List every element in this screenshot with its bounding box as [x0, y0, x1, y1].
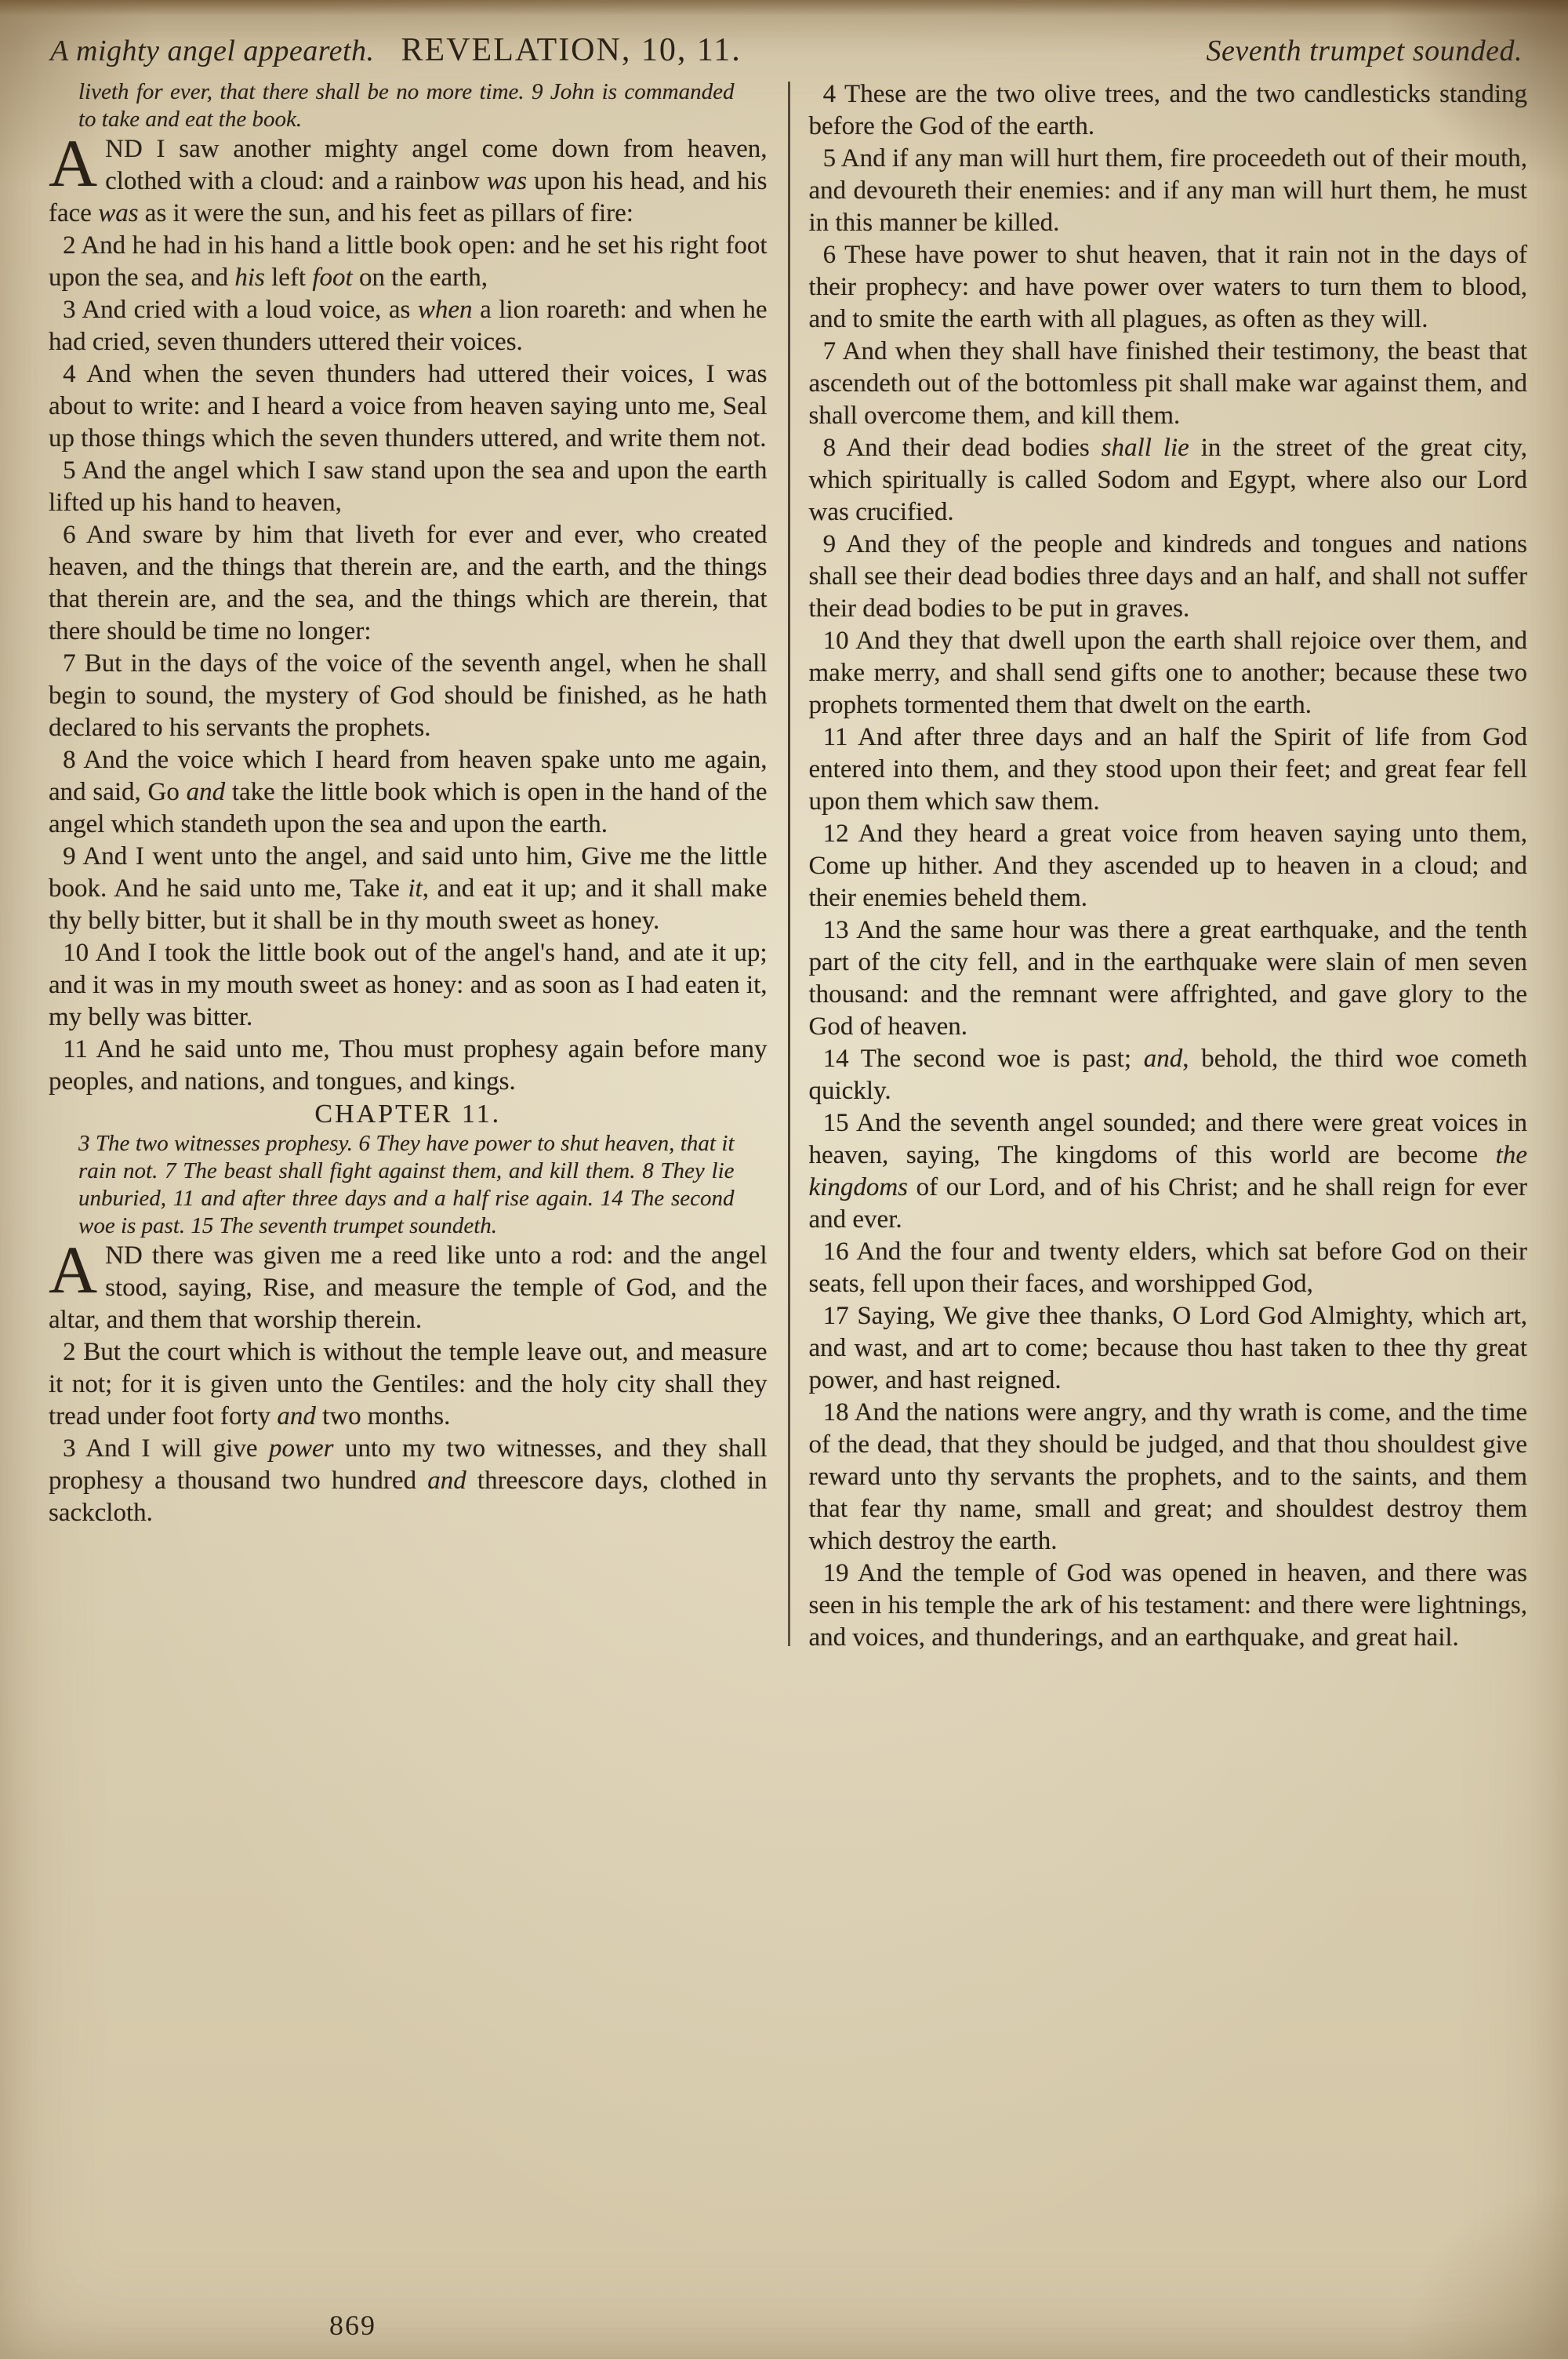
- verse-paragraph: 7 But in the days of the voice of the seventh angel, when he shall begin to sound, the mystery of God should be finished, as he hath declared to his servants the prophets.: [49, 649, 768, 742]
- verse-paragraph: 2 But the court which is without the temple leave out, and measure it not; for it is given unto the Gentiles: and the holy city shall they tread under foot forty and two months.: [49, 1338, 768, 1430]
- left-column: [49, 78, 768, 1654]
- drop-cap-initial: A: [49, 125, 98, 201]
- verse-paragraph: 10 And they that dwell upon the earth shall rejoice over them, and make merry, and shall send gifts one to another; because these two prophets tormented them that dwelt on the earth.: [808, 627, 1527, 719]
- verse-paragraph: 8 And their dead bodies shall lie in the street of the great city, which spiritually is called Sodom and Egypt, where also our Lord was crucified.: [808, 434, 1528, 526]
- chapter-summary: 3 The two witnesses prophesy. 6 They have power to shut heaven, that it rain not. 7 The beast shall fight against them, and kill them. 8 They lie unburied, 11 and after three days and a half rise again. 14 The second woe is past. 15 The seventh trumpet soundeth.: [78, 1131, 735, 1238]
- verse-paragraph: 18 And the nations were angry, and thy wrath is come, and the time of the dead, that they should be judged, and that thou shouldest give reward unto thy servants the prophets, and to the saints, and them that fear thy name, small and great; and shouldest destroy them which destroy the earth.: [808, 1398, 1527, 1555]
- verse-paragraph: 6 These have power to shut heaven, that it rain not in the days of their prophecy: and have power over waters to turn them to blood, and to smite the earth with all plagues, as often as they will.: [808, 241, 1527, 333]
- verse-paragraph: 3 And cried with a loud voice, as when a lion roareth: and when he had cried, seven thunders uttered their voices.: [49, 296, 768, 356]
- verse-paragraph: 11 And after three days and an half the Spirit of life from God entered into them, and they stood upon their feet; and great fear fell upon them which saw them.: [808, 723, 1527, 816]
- verse-paragraph: 9 And I went unto the angel, and said unto him, Give me the little book. And he said unto me, Take it, and eat it up; and it shall make thy belly bitter, but it shall be in thy mouth sweet as honey.: [49, 842, 768, 935]
- verse-paragraph: 19 And the temple of God was opened in heaven, and there was seen in his temple the ark of his testament: and there were lightnings, and voices, and thunderings, and an earthquake, and great hail.: [808, 1559, 1527, 1652]
- verse-paragraph: 8 And the voice which I heard from heaven spake unto me again, and said, Go and take the little book which is open in the hand of the angel which standeth upon the sea and upon the earth.: [49, 746, 768, 838]
- running-head-left: A mighty angel appeareth.: [50, 35, 375, 67]
- verse-paragraph: 4 These are the two olive trees, and the two candlesticks standing before the God of the earth.: [808, 80, 1527, 140]
- verse-paragraph: 5 And if any man will hurt them, fire proceedeth out of their mouth, and devoureth their enemies: and if any man will hurt them, he must in this manner be killed.: [808, 144, 1527, 237]
- column-divider-rule: [788, 82, 790, 1646]
- running-head-right: Seventh trumpet sounded.: [1206, 35, 1523, 67]
- verse-paragraph: 14 The second woe is past; and, behold, the third woe cometh quickly.: [808, 1045, 1527, 1105]
- right-column: [809, 78, 1528, 1654]
- verse-paragraph: 3 And I will give power unto my two witnesses, and they shall prophesy a thousand two hundred and threescore days, clothed in sackcloth.: [49, 1434, 768, 1527]
- verse-paragraph: 13 And the same hour was there a great earthquake, and the tenth part of the city fell, and in the earthquake were slain of men seven thousand: and the remnant were affrighted, and gave glory to the God of heaven.: [808, 916, 1527, 1041]
- verse-paragraph: 15 And the seventh angel sounded; and there were great voices in heaven, saying, The kingdoms of this world are become the kingdoms of our Lord, and of his Christ; and he shall reign for ever and ever.: [808, 1109, 1527, 1234]
- running-header: [49, 22, 1527, 72]
- verse-paragraph: 16 And the four and twenty elders, which sat before God on their seats, fell upon their faces, and worshipped God,: [808, 1238, 1527, 1298]
- verse-paragraph: 4 And when the seven thunders had uttered their voices, I was about to write: and I heard a voice from heaven saying unto me, Seal up those things which the seven thunders uttered, and write them not.: [49, 360, 768, 453]
- chapter-summary: liveth for ever, that there shall be no more time. 9 John is commanded to take and eat the book.: [78, 79, 735, 132]
- verse-paragraph: 5 And the angel which I saw stand upon the sea and upon the earth lifted up his hand to heaven,: [49, 456, 768, 517]
- running-head-book-title: REVELATION, 10, 11.: [401, 32, 742, 68]
- page-number: 869: [329, 2310, 376, 2341]
- verse-paragraph: 6 And sware by him that liveth for ever and ever, who created heaven, and the things that therein are, and the earth, and the things that therein are, and the sea, and the things which are therein, that there should be time no longer:: [49, 521, 768, 645]
- verse-paragraph: AND there was given me a reed like unto a rod: and the angel stood, saying, Rise, and measure the temple of God, and the altar, and them that worship therein.: [49, 1232, 768, 1334]
- chapter-heading: CHAPTER 11.: [314, 1100, 502, 1129]
- verse-paragraph: 9 And they of the people and kindreds and tongues and nations shall see their dead bodies three days and an half, and shall not suffer their dead bodies to be put in graves.: [808, 530, 1527, 623]
- drop-cap-initial: A: [49, 1232, 98, 1307]
- text-columns: [49, 78, 1527, 1654]
- verse-paragraph: 17 Saying, We give thee thanks, O Lord God Almighty, which art, and wast, and art to come; because thou hast taken to thee thy great power, and hast reigned.: [808, 1302, 1527, 1394]
- verse-paragraph: 7 And when they shall have finished their testimony, the beast that ascendeth out of the bottomless pit shall make war against them, and shall overcome them, and kill them.: [808, 337, 1527, 430]
- verse-paragraph: 12 And they heard a great voice from heaven saying unto them, Come up hither. And they ascended up to heaven in a cloud; and their enemies beheld them.: [808, 820, 1527, 912]
- verse-paragraph: 10 And I took the little book out of the angel's hand, and ate it up; and it was in my mouth sweet as honey: and as soon as I had eaten it, my belly was bitter.: [49, 939, 768, 1031]
- verse-paragraph: AND I saw another mighty angel come down from heaven, clothed with a cloud: and a rainbow was upon his head, and his face was as it were the sun, and his feet as pillars of fire:: [49, 125, 768, 227]
- verse-paragraph: 11 And he said unto me, Thou must prophesy again before many peoples, and nations, and tongues, and kings.: [49, 1035, 768, 1096]
- verse-paragraph: 2 And he had in his hand a little book open: and he set his right foot upon the sea, and his left foot on the earth,: [49, 231, 768, 292]
